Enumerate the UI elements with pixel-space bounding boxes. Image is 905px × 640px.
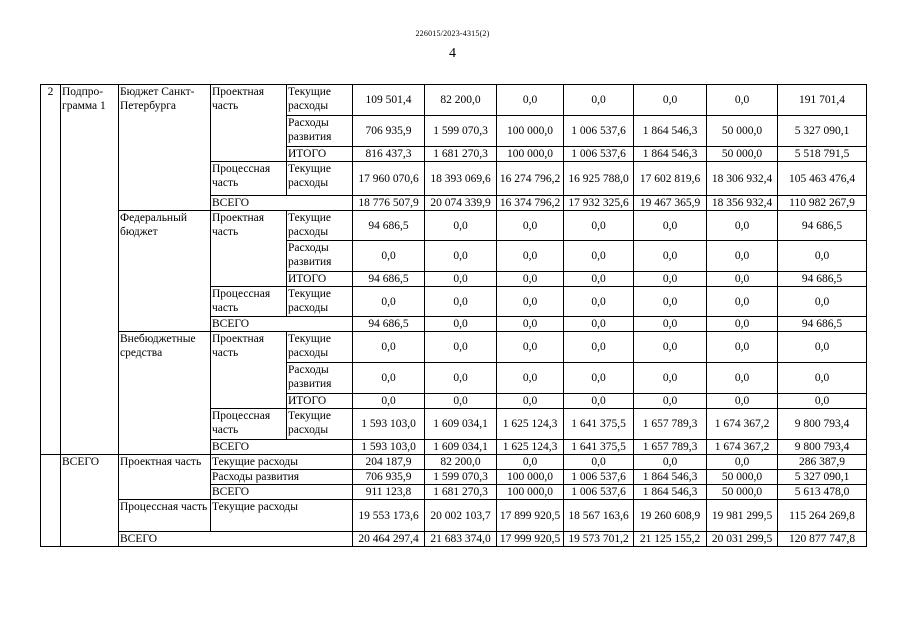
current-expenses-label: Текущие расходы (211, 455, 353, 470)
cell: 0,0 (497, 394, 564, 409)
cell: 1 864 546,3 (634, 116, 707, 147)
cell: 17 602 819,6 (634, 162, 707, 196)
cell: 109 501,4 (353, 85, 425, 116)
cell: 0,0 (425, 272, 497, 287)
cell-total: 94 686,5 (778, 317, 867, 332)
current-expenses-label: Текущие расходы (287, 211, 353, 241)
cell: 18 356 932,4 (707, 196, 778, 211)
cell: 0,0 (497, 363, 564, 394)
cell: 0,0 (564, 272, 634, 287)
cell: 18 567 163,6 (564, 500, 634, 532)
cell: 50 000,0 (707, 470, 778, 485)
cell: 1 864 546,3 (634, 470, 707, 485)
cell-total: 94 686,5 (778, 272, 867, 287)
cell: 0,0 (564, 211, 634, 241)
current-expenses-label: Текущие расходы (287, 332, 353, 363)
cell: 20 031 299,5 (707, 532, 778, 547)
cell-total: 5 518 791,5 (778, 147, 867, 162)
cell-total: 5 327 090,1 (778, 116, 867, 147)
vsego-label: ВСЕГО (211, 485, 353, 500)
subprogram-label: Подпро-грамма 1 (61, 85, 119, 455)
cell: 94 686,5 (353, 211, 425, 241)
cell: 1 599 070,3 (425, 470, 497, 485)
cell: 82 200,0 (425, 85, 497, 116)
cell: 0,0 (425, 363, 497, 394)
cell: 0,0 (564, 317, 634, 332)
cell: 0,0 (564, 241, 634, 272)
cell-total: 9 800 793,4 (778, 440, 867, 455)
development-expenses-label: Расходы развития (287, 241, 353, 272)
cell: 100 000,0 (497, 147, 564, 162)
vsego-label: ВСЕГО (211, 440, 353, 455)
cell: 20 464 297,4 (353, 532, 425, 547)
cell: 1 006 537,6 (564, 470, 634, 485)
cell: 50 000,0 (707, 485, 778, 500)
cell-total: 5 613 478,0 (778, 485, 867, 500)
current-expenses-label: Текущие расходы (287, 85, 353, 116)
federal-budget-label: Федеральный бюджет (119, 211, 211, 332)
cell-total: 115 264 269,8 (778, 500, 867, 532)
development-expenses-label: Расходы развития (287, 363, 353, 394)
total-process-part-label: Процессная часть (119, 500, 211, 532)
cell: 19 467 365,9 (634, 196, 707, 211)
cell: 0,0 (634, 272, 707, 287)
cell: 0,0 (707, 272, 778, 287)
current-expenses-label: Текущие расходы (287, 287, 353, 317)
cell: 1 006 537,6 (564, 147, 634, 162)
cell: 100 000,0 (497, 116, 564, 147)
cell: 20 002 103,7 (425, 500, 497, 532)
cell: 17 960 070,6 (353, 162, 425, 196)
cell-total: 0,0 (778, 287, 867, 317)
cell: 16 925 788,0 (564, 162, 634, 196)
cell: 0,0 (497, 272, 564, 287)
cell: 0,0 (564, 363, 634, 394)
cell: 19 260 608,9 (634, 500, 707, 532)
ext-project-part-label: Проектная часть (211, 332, 287, 409)
cell: 911 123,8 (353, 485, 425, 500)
vsego-label: ВСЕГО (211, 317, 353, 332)
cell: 1 625 124,3 (497, 440, 564, 455)
cell: 0,0 (634, 363, 707, 394)
cell: 0,0 (425, 211, 497, 241)
cell: 1 599 070,3 (425, 116, 497, 147)
grand-vsego-label: ВСЕГО (119, 532, 353, 547)
cell: 1 657 789,3 (634, 440, 707, 455)
row-ext-project-current (41, 332, 867, 363)
cell: 0,0 (425, 332, 497, 363)
spb-project-part-label: Проектная часть (211, 85, 287, 162)
cell-total: 0,0 (778, 363, 867, 394)
development-expenses-label: Расходы развития (211, 470, 353, 485)
spb-process-part-label: Процессная часть (211, 162, 287, 196)
cell: 1 006 537,6 (564, 485, 634, 500)
cell: 0,0 (707, 394, 778, 409)
cell-total: 286 387,9 (778, 455, 867, 470)
cell: 0,0 (707, 317, 778, 332)
cell: 1 609 034,1 (425, 440, 497, 455)
cell: 18 306 932,4 (707, 162, 778, 196)
development-expenses-label: Расходы развития (287, 116, 353, 147)
cell: 0,0 (634, 394, 707, 409)
ext-process-part-label: Процессная часть (211, 409, 287, 440)
cell: 20 074 339,9 (425, 196, 497, 211)
cell: 17 899 920,5 (497, 500, 564, 532)
cell: 0,0 (353, 332, 425, 363)
cell: 100 000,0 (497, 485, 564, 500)
cell: 17 999 920,5 (497, 532, 564, 547)
cell-total: 0,0 (778, 394, 867, 409)
cell: 18 776 507,9 (353, 196, 425, 211)
cell: 0,0 (497, 455, 564, 470)
cell: 19 981 299,5 (707, 500, 778, 532)
cell: 19 553 173,6 (353, 500, 425, 532)
cell: 50 000,0 (707, 147, 778, 162)
current-expenses-label: Текущие расходы (287, 409, 353, 440)
cell: 16 274 796,2 (497, 162, 564, 196)
cell: 1 593 103,0 (353, 440, 425, 455)
cell: 0,0 (564, 455, 634, 470)
total-vsego-label: ВСЕГО (61, 455, 119, 547)
row-number: 2 (41, 85, 61, 455)
cell: 94 686,5 (353, 317, 425, 332)
cell: 0,0 (707, 211, 778, 241)
cell: 0,0 (497, 332, 564, 363)
row-total-project-current (41, 455, 867, 470)
cell: 0,0 (425, 394, 497, 409)
cell: 0,0 (707, 287, 778, 317)
cell: 18 393 069,6 (425, 162, 497, 196)
cell: 1 864 546,3 (634, 147, 707, 162)
cell: 17 932 325,6 (564, 196, 634, 211)
cell: 1 674 367,2 (707, 409, 778, 440)
cell-total: 94 686,5 (778, 211, 867, 241)
cell: 706 935,9 (353, 116, 425, 147)
page-number: 4 (449, 46, 456, 61)
cell: 1 609 034,1 (425, 409, 497, 440)
cell: 0,0 (707, 455, 778, 470)
cell: 0,0 (497, 317, 564, 332)
row-grand-total (41, 532, 867, 547)
cell: 0,0 (353, 394, 425, 409)
cell: 1 864 546,3 (634, 485, 707, 500)
cell: 0,0 (564, 332, 634, 363)
row-total-process-current (41, 500, 867, 532)
cell: 94 686,5 (353, 272, 425, 287)
cell: 0,0 (634, 455, 707, 470)
cell: 21 683 374,0 (425, 532, 497, 547)
cell-total: 191 701,4 (778, 85, 867, 116)
cell: 16 374 796,2 (497, 196, 564, 211)
fed-project-part-label: Проектная часть (211, 211, 287, 287)
cell: 0,0 (707, 363, 778, 394)
current-expenses-label: Текущие расходы (287, 162, 353, 196)
cell: 0,0 (707, 85, 778, 116)
row-spb-project-current (41, 85, 867, 116)
cell: 100 000,0 (497, 470, 564, 485)
cell: 0,0 (353, 363, 425, 394)
cell: 0,0 (425, 241, 497, 272)
budget-table (40, 84, 867, 547)
spb-budget-label: Бюджет Санкт-Петербурга (119, 85, 211, 211)
cell: 0,0 (634, 332, 707, 363)
cell: 0,0 (425, 317, 497, 332)
row-fed-project-current (41, 211, 867, 241)
cell: 1 674 367,2 (707, 440, 778, 455)
cell: 0,0 (634, 211, 707, 241)
cell: 1 006 537,6 (564, 116, 634, 147)
cell: 0,0 (564, 85, 634, 116)
vsego-label: ВСЕГО (211, 196, 353, 211)
cell-total: 110 982 267,9 (778, 196, 867, 211)
cell-total: 105 463 476,4 (778, 162, 867, 196)
cell: 1 593 103,0 (353, 409, 425, 440)
cell: 1 641 375,5 (564, 440, 634, 455)
cell: 0,0 (497, 85, 564, 116)
document-registration-code: 226015/2023-4315(2) (415, 29, 490, 38)
cell: 50 000,0 (707, 116, 778, 147)
extra-budget-label: Внебюджетные средства (119, 332, 211, 455)
total-project-part-label: Проектная часть (119, 455, 211, 500)
cell-total: 120 877 747,8 (778, 532, 867, 547)
cell: 1 681 270,3 (425, 485, 497, 500)
cell: 0,0 (497, 211, 564, 241)
cell: 0,0 (497, 287, 564, 317)
cell: 0,0 (353, 287, 425, 317)
cell: 816 437,3 (353, 147, 425, 162)
cell: 1 657 789,3 (634, 409, 707, 440)
cell: 1 641 375,5 (564, 409, 634, 440)
cell: 0,0 (634, 241, 707, 272)
cell: 0,0 (564, 287, 634, 317)
cell: 0,0 (353, 241, 425, 272)
cell-total: 5 327 090,1 (778, 470, 867, 485)
cell: 82 200,0 (425, 455, 497, 470)
cell: 0,0 (634, 85, 707, 116)
cell: 204 187,9 (353, 455, 425, 470)
current-expenses-label: Текущие расходы (211, 500, 353, 532)
cell: 0,0 (425, 287, 497, 317)
cell-total: 0,0 (778, 332, 867, 363)
cell: 0,0 (707, 332, 778, 363)
cell: 19 573 701,2 (564, 532, 634, 547)
cell: 0,0 (634, 317, 707, 332)
cell-total: 9 800 793,4 (778, 409, 867, 440)
fed-process-part-label: Процессная часть (211, 287, 287, 317)
itogo-label: ИТОГО (287, 394, 353, 409)
cell: 0,0 (707, 241, 778, 272)
cell: 1 681 270,3 (425, 147, 497, 162)
cell: 21 125 155,2 (634, 532, 707, 547)
cell: 0,0 (564, 394, 634, 409)
cell: 706 935,9 (353, 470, 425, 485)
cell: 1 625 124,3 (497, 409, 564, 440)
cell: 0,0 (634, 287, 707, 317)
cell-total: 0,0 (778, 241, 867, 272)
itogo-label: ИТОГО (287, 272, 353, 287)
cell: 0,0 (497, 241, 564, 272)
itogo-label: ИТОГО (287, 147, 353, 162)
